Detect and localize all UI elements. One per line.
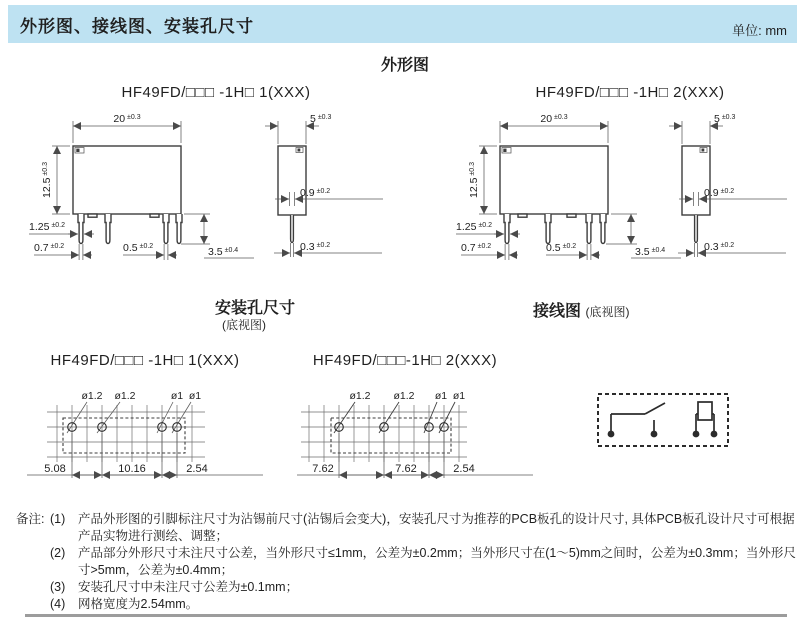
note-number: (2) xyxy=(50,546,66,560)
relay-outline-dashed xyxy=(63,418,185,453)
note-item xyxy=(50,596,798,613)
outline-model-left-title: HF49FD/□□□ -1H□ 1(XXX) xyxy=(121,84,311,101)
relay-body xyxy=(500,146,608,244)
dim-pin-width-a: 0.7 $^{\pm 0.2}$ xyxy=(461,242,492,254)
header-bar xyxy=(8,5,797,43)
dim-body-width: 20 $^{\pm 0.3}$ xyxy=(113,113,141,125)
relay-pin xyxy=(78,214,84,244)
relay-pin xyxy=(586,214,592,244)
note-number: (1) xyxy=(50,512,66,526)
wiring-section-title: 接线图 xyxy=(533,303,582,320)
dim-pin-shoulder: 1.25 $^{\pm 0.2}$ xyxy=(29,221,66,233)
pitch-label: 7.62 xyxy=(312,463,334,475)
mounting-diagram-2 xyxy=(295,383,535,488)
mounting-diagram-1 xyxy=(25,383,265,488)
pitch-label: 2.54 xyxy=(453,463,475,475)
dim-pin-side-width: 0.9 $^{\pm 0.2}$ xyxy=(704,187,735,199)
notes xyxy=(16,511,798,613)
relay-body xyxy=(73,146,182,244)
page-title: 外形图、接线图、安装孔尺寸 xyxy=(20,16,254,36)
mounting-model-right-title: HF49FD/□□□-1H□ 2(XXX) xyxy=(312,352,498,369)
coil-symbol xyxy=(696,402,714,431)
dim-body-height: $12.5^{\pm 0.3}$ xyxy=(468,161,480,199)
hole-label: ø1.2 xyxy=(349,390,371,402)
contact-symbol xyxy=(611,403,665,431)
hole-label: ø1.2 xyxy=(114,390,136,402)
note-item xyxy=(50,579,798,596)
dim-pin-side-thickness: 0.3 $^{\pm 0.2}$ xyxy=(300,241,331,253)
relay-pin xyxy=(695,215,698,243)
hole-label: ø1 xyxy=(170,390,184,402)
relay-pin xyxy=(163,214,169,244)
dim-body-depth: 5 $^{\pm 0.3}$ xyxy=(310,113,332,125)
dim-pin-width-b: 0.5 $^{\pm 0.2}$ xyxy=(546,242,577,254)
hole-label: ø1.2 xyxy=(81,390,103,402)
note-number: (3) xyxy=(50,580,66,594)
note-text: 网格宽度为2.54mm。 xyxy=(78,597,199,611)
note-number: (4) xyxy=(50,597,66,611)
relay-pin xyxy=(504,214,510,244)
note-text: 安装孔尺寸中未注尺寸公差为±0.1mm； xyxy=(78,580,299,594)
dim-body-height: $12.5^{\pm 0.3}$ xyxy=(41,161,53,199)
mounting-view-label: (底视图) xyxy=(222,318,266,332)
standoff xyxy=(567,214,576,217)
dim-pin-side-thickness: 0.3 $^{\pm 0.2}$ xyxy=(704,241,735,253)
dim-pin-length: 3.5 $^{\pm 0.4}$ xyxy=(635,246,666,258)
terminals xyxy=(608,431,718,438)
hole-label: ø1 xyxy=(188,390,202,402)
standoff xyxy=(518,214,527,217)
outline-section-title: 外形图 xyxy=(380,57,429,74)
pitch-label: 2.54 xyxy=(186,463,208,475)
note-text: 产品部分外形尺寸未注尺寸公差，当外形尺寸≤1mm，公差为±0.2mm；当外形尺寸在(1～5)mm之间时，公差为±0.3mm；当外形尺寸>5mm，公差为±0.4mm； xyxy=(78,546,796,577)
note-text: 产品外形图的引脚标注尺寸为沾锡前尺寸(沾锡后会变大)，安装孔尺寸为推荐的PCB板孔的设计尺寸, 具体PCB板孔设计尺寸可根据产品实物进行测绘、调整； xyxy=(78,512,795,543)
standoff xyxy=(88,214,97,217)
note-item xyxy=(50,545,798,579)
side-view-2 xyxy=(666,110,806,268)
dim-pin-length: 3.5 $^{\pm 0.4}$ xyxy=(208,246,239,258)
wiring-view-label: (底视图) xyxy=(585,305,630,319)
dim-body-width: 20 $^{\pm 0.3}$ xyxy=(540,113,568,125)
standoff xyxy=(150,214,159,217)
hole-label: ø1.2 xyxy=(393,390,415,402)
hole-label: ø1 xyxy=(452,390,466,402)
pitch-label: 5.08 xyxy=(44,463,66,475)
mounting-section-title: 安装孔尺寸 xyxy=(214,300,295,317)
relay-pin xyxy=(176,214,182,244)
outline-model-right-title: HF49FD/□□□ -1H□ 2(XXX) xyxy=(535,84,725,101)
dim-body-depth: 5 $^{\pm 0.3}$ xyxy=(714,113,736,125)
dim-pin-side-width: 0.9 $^{\pm 0.2}$ xyxy=(300,187,331,199)
front-view-1 xyxy=(28,110,260,268)
hole-label: ø1 xyxy=(434,390,448,402)
pitch-label: 7.62 xyxy=(395,463,417,475)
front-view-2 xyxy=(455,110,687,268)
notes-label: 备注: xyxy=(16,512,45,526)
wiring-heading xyxy=(533,298,629,321)
dim-pin-shoulder: 1.25 $^{\pm 0.2}$ xyxy=(456,221,493,233)
pitch-label: 10.16 xyxy=(118,463,146,475)
dim-pin-width-a: 0.7 $^{\pm 0.2}$ xyxy=(34,242,65,254)
side-view-1 xyxy=(262,110,402,268)
relay-pin xyxy=(600,214,606,244)
unit-label: 单位: mm xyxy=(732,23,787,38)
footer-divider xyxy=(25,614,787,617)
dim-pin-width-b: 0.5 $^{\pm 0.2}$ xyxy=(123,242,154,254)
relay-outline-dashed xyxy=(331,418,451,453)
relay-pin xyxy=(105,214,111,244)
wiring-diagram xyxy=(593,388,738,458)
note-items xyxy=(50,511,798,613)
relay-pin xyxy=(545,214,551,244)
note-item xyxy=(50,511,798,545)
mounting-model-left-title: HF49FD/□□□ -1H□ 1(XXX) xyxy=(50,352,240,369)
relay-pin xyxy=(291,215,294,243)
